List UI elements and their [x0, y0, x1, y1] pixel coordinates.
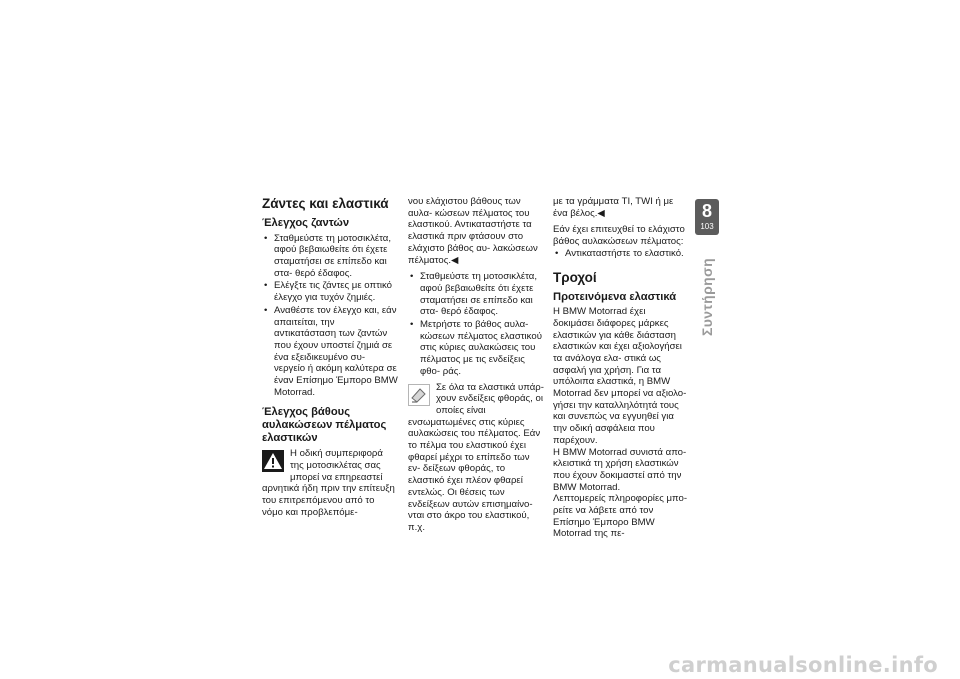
warning-text: Η οδική συμπεριφορά της μοτοσικλέτας σας μπορεί να επηρεαστεί αρνητικά ήδη πριν την επίτευξη του επιτρεπόμενου από το νόμο και προβλεπόμε- [262, 448, 395, 518]
recommended-tyres-heading: Προτεινόμενα ελαστικά [553, 290, 677, 303]
info-icon [408, 384, 430, 406]
paragraph: Εάν έχει επιτευχθεί το ελάχιστο βάθος αυλακώσεων πέλματος: [553, 224, 685, 248]
list-item: • Ελέγξτε τις ζάντες με οπτικό έλεγχο για τυχόν ζημιές. [264, 280, 393, 304]
list-item: • Αναθέστε τον έλεγχο και, εάν απαιτείται, την αντικατάσταση των ζαντών που έχουν υποστεί ζημιά σε ένα εξειδικευμένο συ- νεργείο ή ακόμη καλύτερα σε έναν Επίσημο Έμπορο BMW Motorrad. [264, 304, 398, 398]
list-item: • Σταθμεύστε τη μοτοσικλέτα, αφού βεβαιωθείτε ότι έχετε σταματήσει σε επίπεδο και στα- θερό έδαφος. [410, 271, 538, 318]
tread-check-list [408, 271, 544, 377]
chapter-side-label: Συντήρηση [699, 257, 715, 337]
footer-bar [0, 651, 960, 679]
list-item: • Αντικαταστήστε το ελαστικό. [555, 247, 684, 259]
rim-check-list [262, 233, 398, 399]
chapter-number: 8 [701, 201, 712, 221]
warning-icon [262, 450, 284, 472]
page-number: 103 [700, 222, 714, 231]
chapter-tab [695, 199, 719, 235]
watermark-text: carmanualsonline.info [668, 653, 938, 677]
section-title: Ζάντες και ελαστικά [262, 196, 389, 211]
list-item: • Μετρήστε το βάθος αυλα- κώσεων πέλματος ελαστικού στις κύριες αυλακώσεις του πέλματος με τις ενδείξεις φθο- ράς. [410, 319, 542, 377]
warning-note [262, 448, 398, 518]
paragraph: Η BMW Motorrad συνιστά απο- κλειστικά τη χρήση ελαστικών που έχουν δοκιμαστεί από την BMW Motorrad. [553, 446, 687, 493]
rim-check-heading: Έλεγχος ζαντών [262, 217, 350, 229]
column-3 [553, 196, 689, 540]
paragraph: Λεπτομερείς πληροφορίες μπο- ρείτε να λάβετε από τον Επίσημο Έμπορο BMW Motorrad της πε- [553, 493, 688, 540]
column-1 [262, 196, 398, 518]
replace-list [553, 248, 689, 260]
paragraph: με τα γράμματα TI, TWI ή με ένα βέλος.◀ [553, 196, 674, 219]
wheels-heading: Τροχοί [553, 269, 597, 285]
column-2 [408, 196, 544, 534]
paragraph: νου ελάχιστου βάθους των αυλα- κώσεων πέλματος του ελαστικού. Αντικαταστήστε τα ελαστικά πριν φτάσουν στο ελάχιστο βάθος αυ- λακώσεων πέλματος.◀ [408, 196, 538, 266]
note-text: Σε όλα τα ελαστικά υπάρ- χουν ενδείξεις φθοράς, οι οποίες είναι ενσωματωμένες στις κύριες αυλακώσεις του πέλματος. Εάν το πέλμα του ελαστικού έχει φθαρεί μέχρι το επίπεδο των εν- δείξεων φθοράς, το ελαστικό έχει πλέον φθαρεί εντελώς. Οι θέσεις των ενδείξεων αυτών επισημαίνο- νται στο άκρο του ελαστικού, π.χ. [408, 381, 544, 533]
tread-depth-heading: Έλεγχος βάθους αυλακώσεων πέλματος ελαστικών [262, 406, 387, 444]
info-note [408, 382, 544, 534]
list-item: • Σταθμεύστε τη μοτοσικλέτα, αφού βεβαιωθείτε ότι έχετε σταματήσει σε επίπεδο και στα- θερό έδαφος. [264, 232, 392, 279]
paragraph: Η BMW Motorrad έχει δοκιμάσει διάφορες μάρκες ελαστικών για κάθε διάσταση ελαστικών και έχει αξιολογήσει τα ανάλογα ελα- στικά ως ασφαλή για χρήση. Για τα υπόλοιπα ελαστικά, η BMW Motorrad δεν μπορεί να αξιολο- γήσει την καταλληλότητά τους και συνεπώς να εγγυηθεί για την οδική ασφάλεια που παρέχουν. [553, 306, 687, 446]
